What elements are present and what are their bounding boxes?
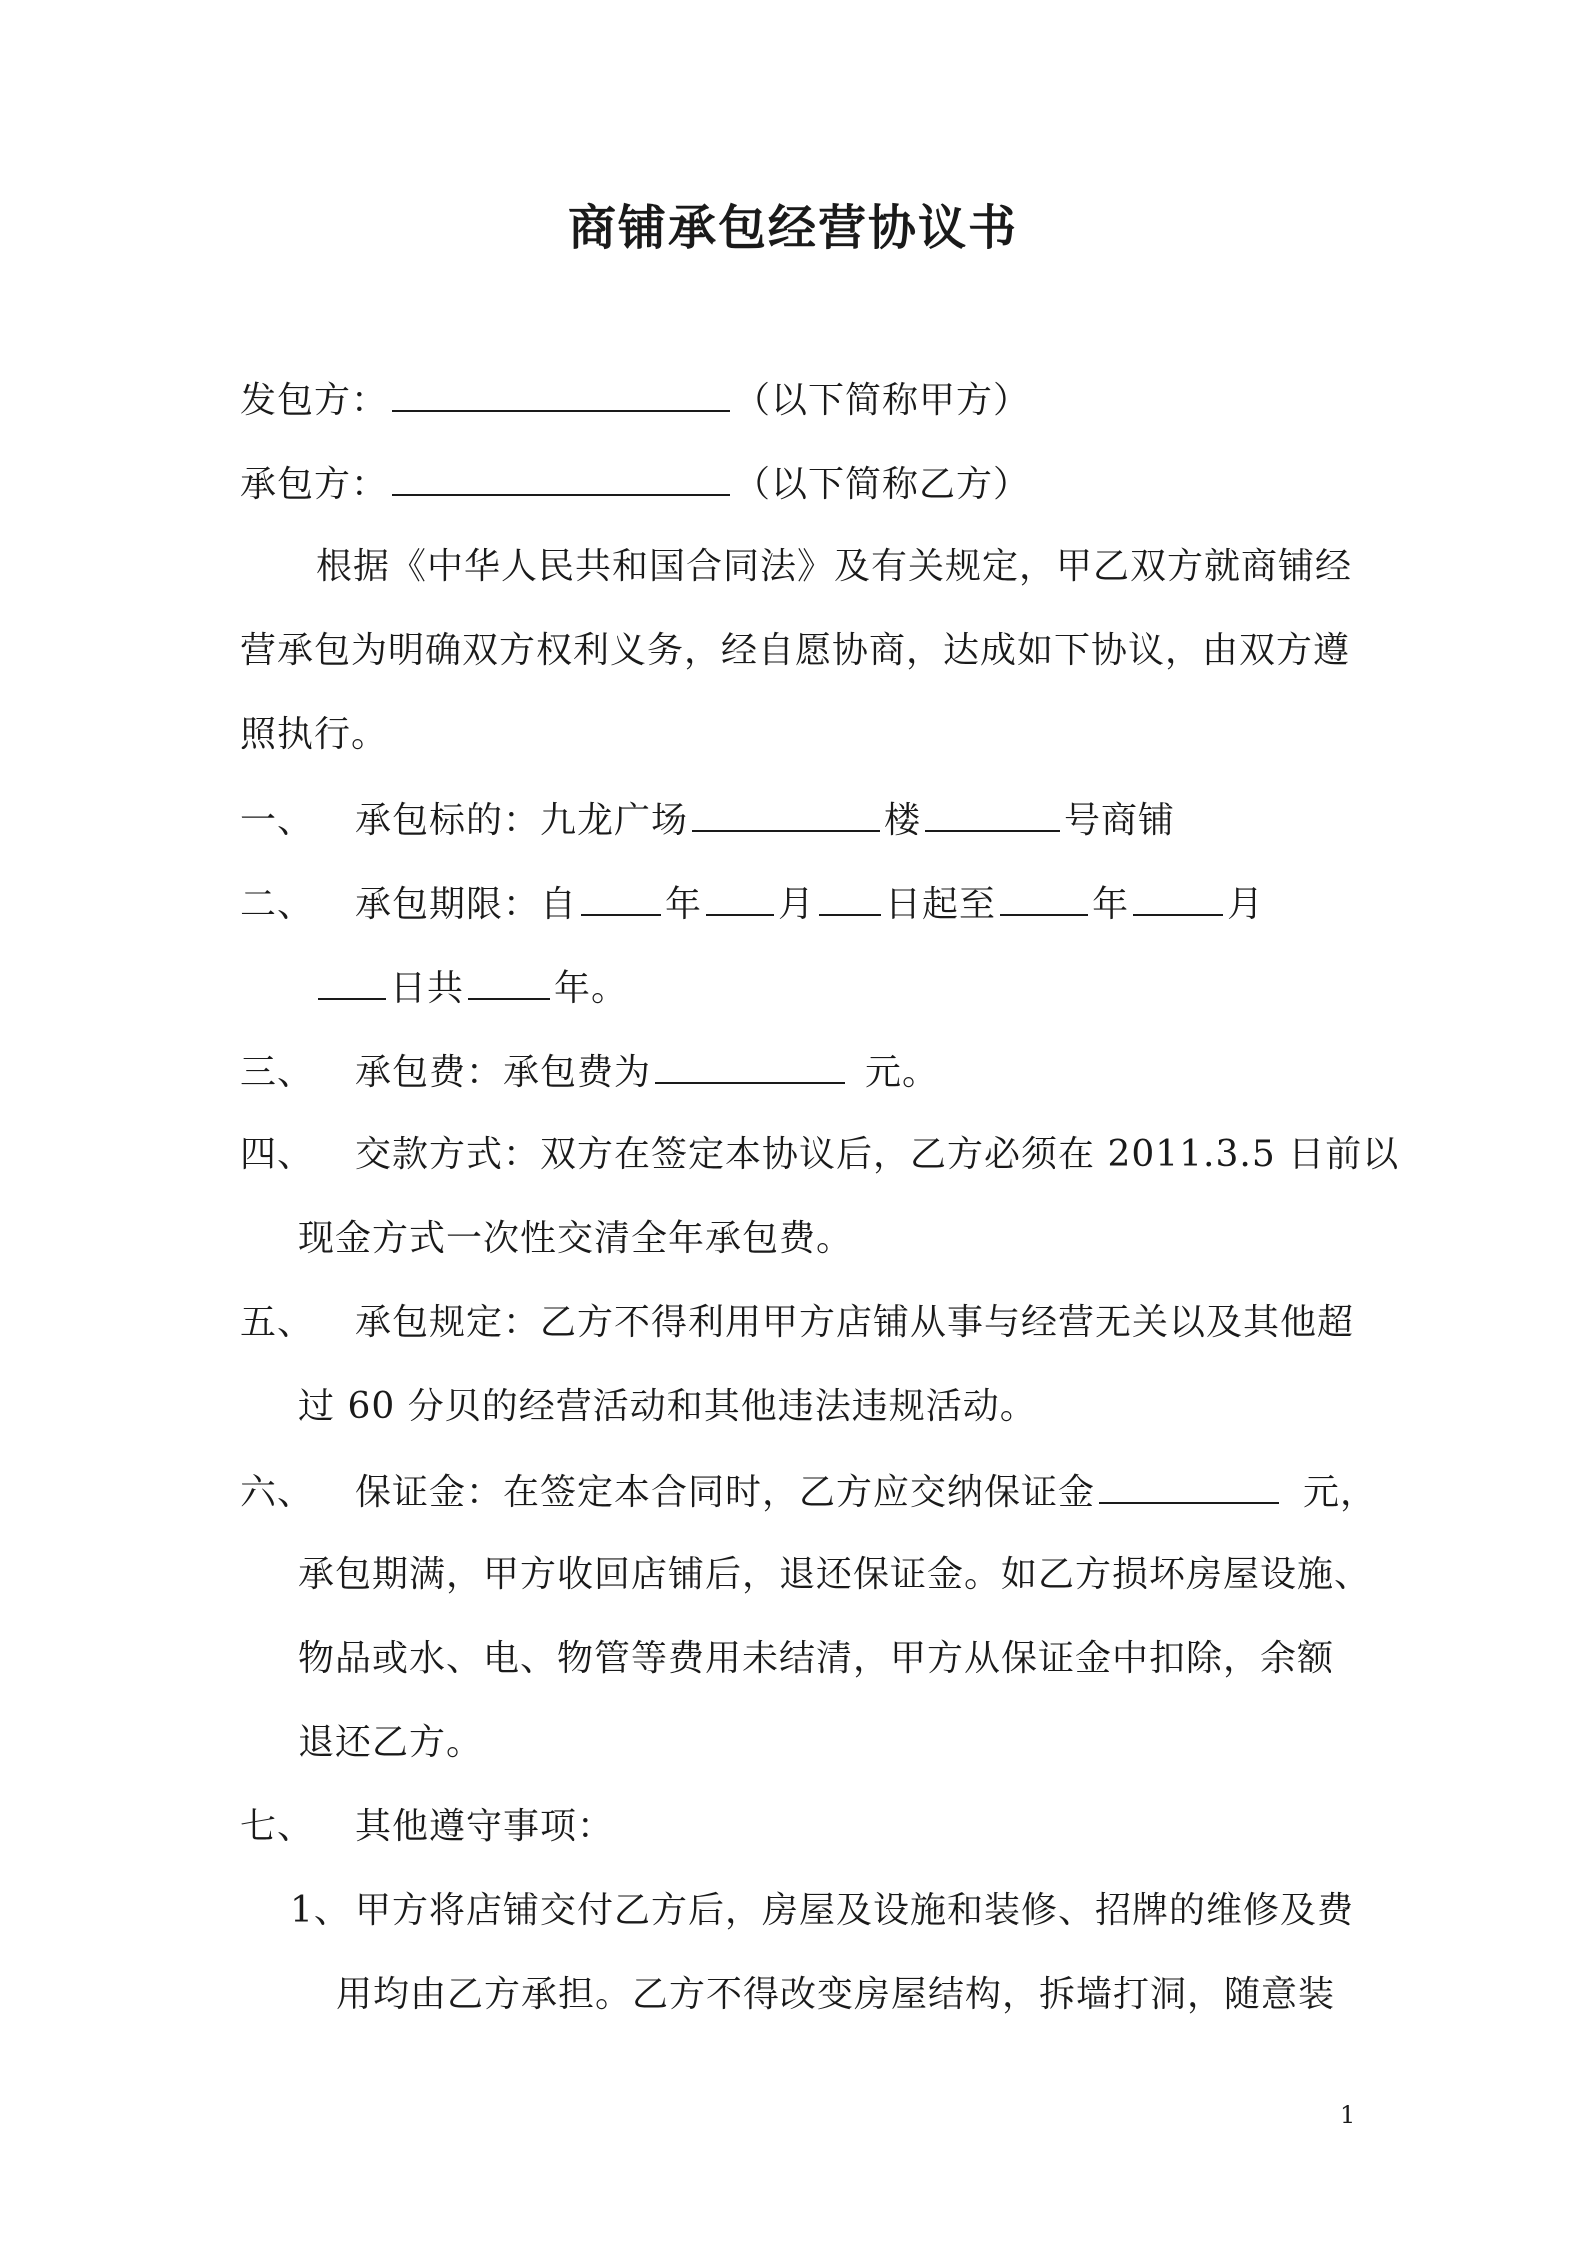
clause-4-number: 四、 xyxy=(240,1134,315,1175)
intro-line-1: 根据《中华人民共和国合同法》及有关规定，甲乙双方就商铺经 xyxy=(316,546,1353,587)
end-year-blank xyxy=(1000,878,1088,916)
start-year-blank xyxy=(581,878,661,916)
clause-7-item-1-number: 1、 xyxy=(290,1890,351,1931)
clause-5 xyxy=(240,1298,1354,1348)
clause-2-text-a: 承包期限：自 xyxy=(355,884,578,925)
clause-2-text-c: 月 xyxy=(778,884,816,925)
party-a-label: 发包方： xyxy=(240,380,389,421)
clause-2 xyxy=(240,878,1264,930)
clause-4-line-2: 现金方式一次性交清全年承包费。 xyxy=(298,1218,854,1259)
party-b-label: 承包方： xyxy=(240,464,389,505)
page-number: 1 xyxy=(1340,2101,1356,2129)
contract-fee-blank xyxy=(655,1046,845,1084)
clause-2-text-b: 年 xyxy=(665,884,703,925)
clause-5-line-2: 过 60 分贝的经营活动和其他违法违规活动。 xyxy=(298,1386,1037,1427)
shop-number-blank xyxy=(925,794,1060,832)
clause-6-number: 六、 xyxy=(240,1472,315,1513)
floor-blank xyxy=(692,794,880,832)
clause-1-text-c: 号商铺 xyxy=(1064,800,1176,841)
party-a-line xyxy=(240,374,1030,426)
clause-1 xyxy=(240,794,1175,846)
clause-7-item-1-line-1: 甲方将店铺交付乙方后，房屋及设施和装修、招牌的维修及费 xyxy=(355,1890,1355,1931)
clause-2-text-h: 年。 xyxy=(554,968,629,1009)
intro-line-2: 营承包为明确双方权利义务，经自愿协商，达成如下协议，由双方遵 xyxy=(240,630,1351,671)
clause-2-text-f: 月 xyxy=(1227,884,1265,925)
clause-1-text-a: 承包标的：九龙广场 xyxy=(355,800,689,841)
end-day-blank xyxy=(318,962,386,1000)
clause-3 xyxy=(240,1046,939,1098)
party-b-suffix: （以下简称乙方） xyxy=(734,464,1031,505)
clause-2-text-e: 年 xyxy=(1092,884,1130,925)
clause-1-text-b: 楼 xyxy=(884,800,922,841)
clause-2-text-d: 日起至 xyxy=(885,884,997,925)
end-month-blank xyxy=(1133,878,1223,916)
clause-6-text-b: 元， xyxy=(1303,1472,1378,1513)
clause-2-number: 二、 xyxy=(240,884,315,925)
clause-7-item-1 xyxy=(290,1886,1354,1936)
clause-7-item-1-line-2: 用均由乙方承担。乙方不得改变房屋结构，拆墙打洞，随意装 xyxy=(336,1974,1336,2015)
party-a-blank xyxy=(392,374,730,412)
clause-2-continued xyxy=(318,962,628,1014)
clause-5-line-1: 承包规定：乙方不得利用甲方店铺从事与经营无关以及其他超 xyxy=(355,1302,1355,1343)
clause-3-number: 三、 xyxy=(240,1052,315,1093)
clause-6-line-3: 物品或水、电、物管等费用未结清，甲方从保证金中扣除，余额 xyxy=(298,1638,1335,1679)
clause-1-number: 一、 xyxy=(240,800,315,841)
clause-3-text-a: 承包费：承包费为 xyxy=(355,1052,652,1093)
clause-3-text-b: 元。 xyxy=(865,1052,940,1093)
clause-6-line-4: 退还乙方。 xyxy=(298,1722,484,1763)
clause-2-text-g: 日共 xyxy=(390,968,465,1009)
start-month-blank xyxy=(706,878,774,916)
deposit-blank xyxy=(1099,1466,1279,1504)
clause-4 xyxy=(240,1130,1399,1180)
clause-6-text-a: 保证金：在签定本合同时，乙方应交纳保证金 xyxy=(355,1472,1096,1513)
total-years-blank xyxy=(468,962,550,1000)
party-a-suffix: （以下简称甲方） xyxy=(734,380,1031,421)
clause-7 xyxy=(240,1802,614,1852)
clause-6 xyxy=(240,1466,1377,1518)
intro-line-3: 照执行。 xyxy=(240,714,389,755)
party-b-blank xyxy=(392,458,730,496)
party-b-line xyxy=(240,458,1030,510)
clause-7-number: 七、 xyxy=(240,1806,315,1847)
clause-6-line-2: 承包期满，甲方收回店铺后，退还保证金。如乙方损坏房屋设施、 xyxy=(298,1554,1372,1595)
clause-4-line-1: 交款方式：双方在签定本协议后，乙方必须在 2011.3.5 日前以 xyxy=(355,1134,1400,1175)
clause-5-number: 五、 xyxy=(240,1302,315,1343)
clause-7-title: 其他遵守事项： xyxy=(355,1806,615,1847)
document-title: 商铺承包经营协议书 xyxy=(567,200,1018,256)
start-day-blank xyxy=(819,878,881,916)
